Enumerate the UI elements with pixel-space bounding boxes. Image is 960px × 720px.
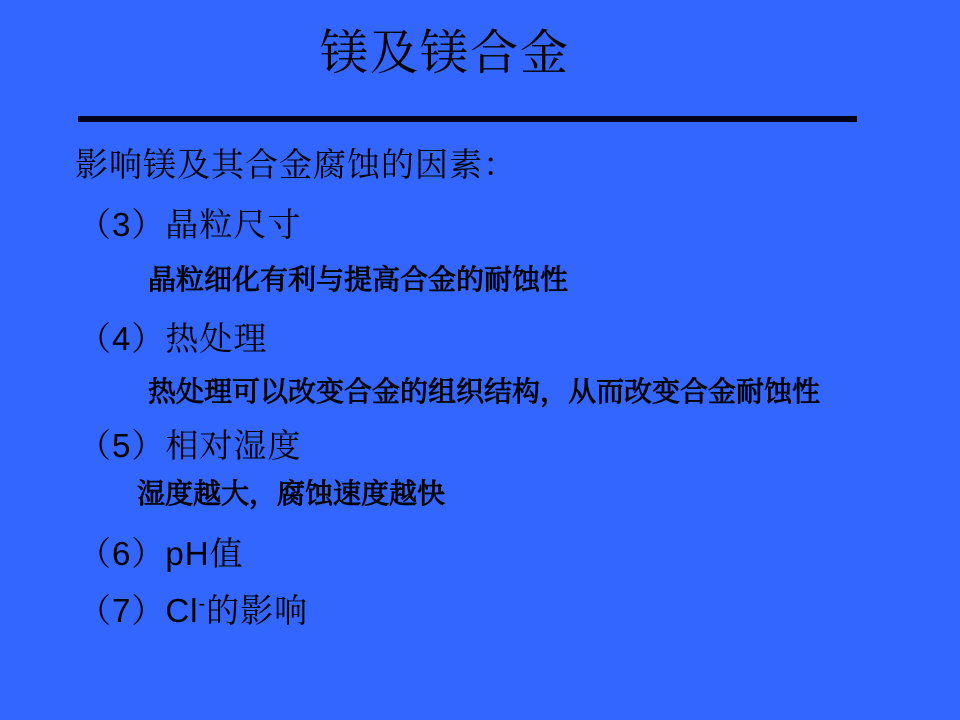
item-5-relative-humidity-label: （5）相对湿度 xyxy=(78,427,302,464)
item-3-grain-size-note: 晶粒细化有利与提高合金的耐蚀性 xyxy=(148,264,569,295)
item-7-chloride-suffix: 的影响 xyxy=(206,592,309,629)
item-5-relative-humidity-note: 湿度越大，腐蚀速度越快 xyxy=(137,478,446,509)
item-7-chloride-label xyxy=(78,592,308,630)
item-4-heat-treatment-note: 热处理可以改变合金的组织结构，从而改变合金耐蚀性 xyxy=(148,376,821,407)
chloride-superscript-minus: - xyxy=(198,593,207,615)
slide-title: 镁及镁合金 xyxy=(319,27,570,80)
title-divider-line xyxy=(78,116,857,122)
intro-text: 影响镁及其合金腐蚀的因素： xyxy=(75,146,517,183)
item-4-heat-treatment-label: （4）热处理 xyxy=(78,320,268,357)
item-6-ph-label: （6）pH值 xyxy=(78,535,244,572)
item-3-grain-size-label: （3）晶粒尺寸 xyxy=(78,206,302,243)
item-7-chloride-prefix: （7）Cl xyxy=(78,592,199,629)
